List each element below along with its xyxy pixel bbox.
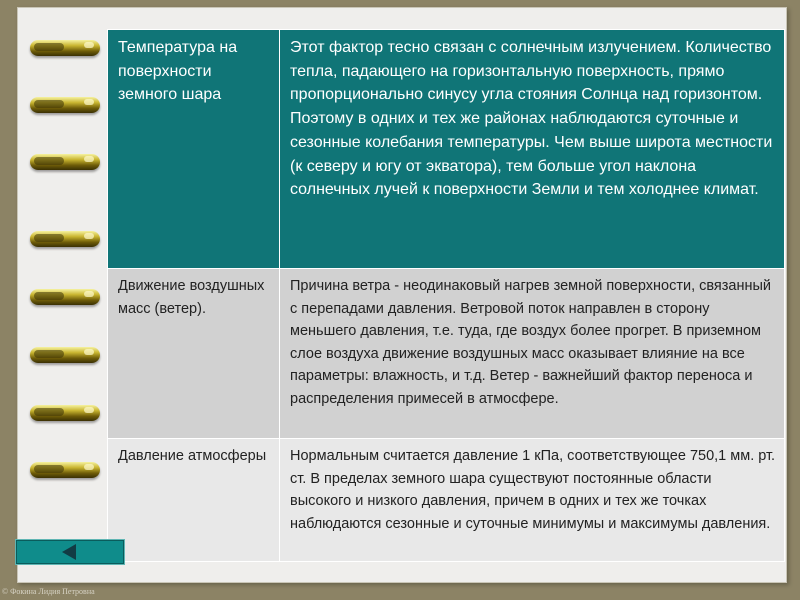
triangle-left-icon (62, 544, 76, 560)
back-button[interactable] (15, 539, 125, 565)
factor-cell: Движение воздушных масс (ветер). (108, 269, 280, 439)
description-cell: Этот фактор тесно связан с солнечным излучением. Количество тепла, падающего на горизонтальную поверхность, прямо пропорционально синусу угла стояния Солнца над горизонтом. Поэтому в одних и тех же районах наблюдаются суточные и сезонные колебания температуры. Чем выше широта местности (к северу и югу от экватора), тем больше угол наклона солнечных лучей к поверхности Земли и тем холоднее климат. (280, 30, 785, 269)
binder-ring-icon (30, 289, 100, 305)
factor-cell: Давление атмосферы (108, 439, 280, 562)
table-row (108, 439, 785, 562)
binder-ring-icon (30, 154, 100, 170)
binder-ring-icon (30, 462, 100, 478)
table-row (108, 269, 785, 439)
binder-ring-icon (30, 347, 100, 363)
binder-ring-icon (30, 231, 100, 247)
binder-ring-icon (30, 405, 100, 421)
table-row (108, 30, 785, 269)
factor-cell: Температура на поверхности земного шара (108, 30, 280, 269)
description-cell: Нормальным считается давление 1 кПа, соответствующее 750,1 мм. рт. ст. В пределах земного шара существуют постоянные области высокого и низкого давления, причем в одних и тех же точках наблюдаются сезонные и суточные минимумы и максимумы давления. (280, 439, 785, 562)
binder-ring-icon (30, 97, 100, 113)
binder-ring-icon (30, 40, 100, 56)
binder-rings (0, 0, 120, 600)
copyright-text: © Фокина Лидия Петровна (2, 587, 95, 596)
climate-factors-table (107, 29, 785, 562)
description-cell: Причина ветра - неодинаковый нагрев земной поверхности, связанный с перепадами давления. Ветровой поток направлен в сторону меньшего давления, т.е. туда, где воздух более прогрет. В приземном слое воздуха движение воздушных масс оказывает влияние на все параметры: влажность, и т.д. Ветер - важнейший фактор переноса и распределения примесей в атмосфере. (280, 269, 785, 439)
